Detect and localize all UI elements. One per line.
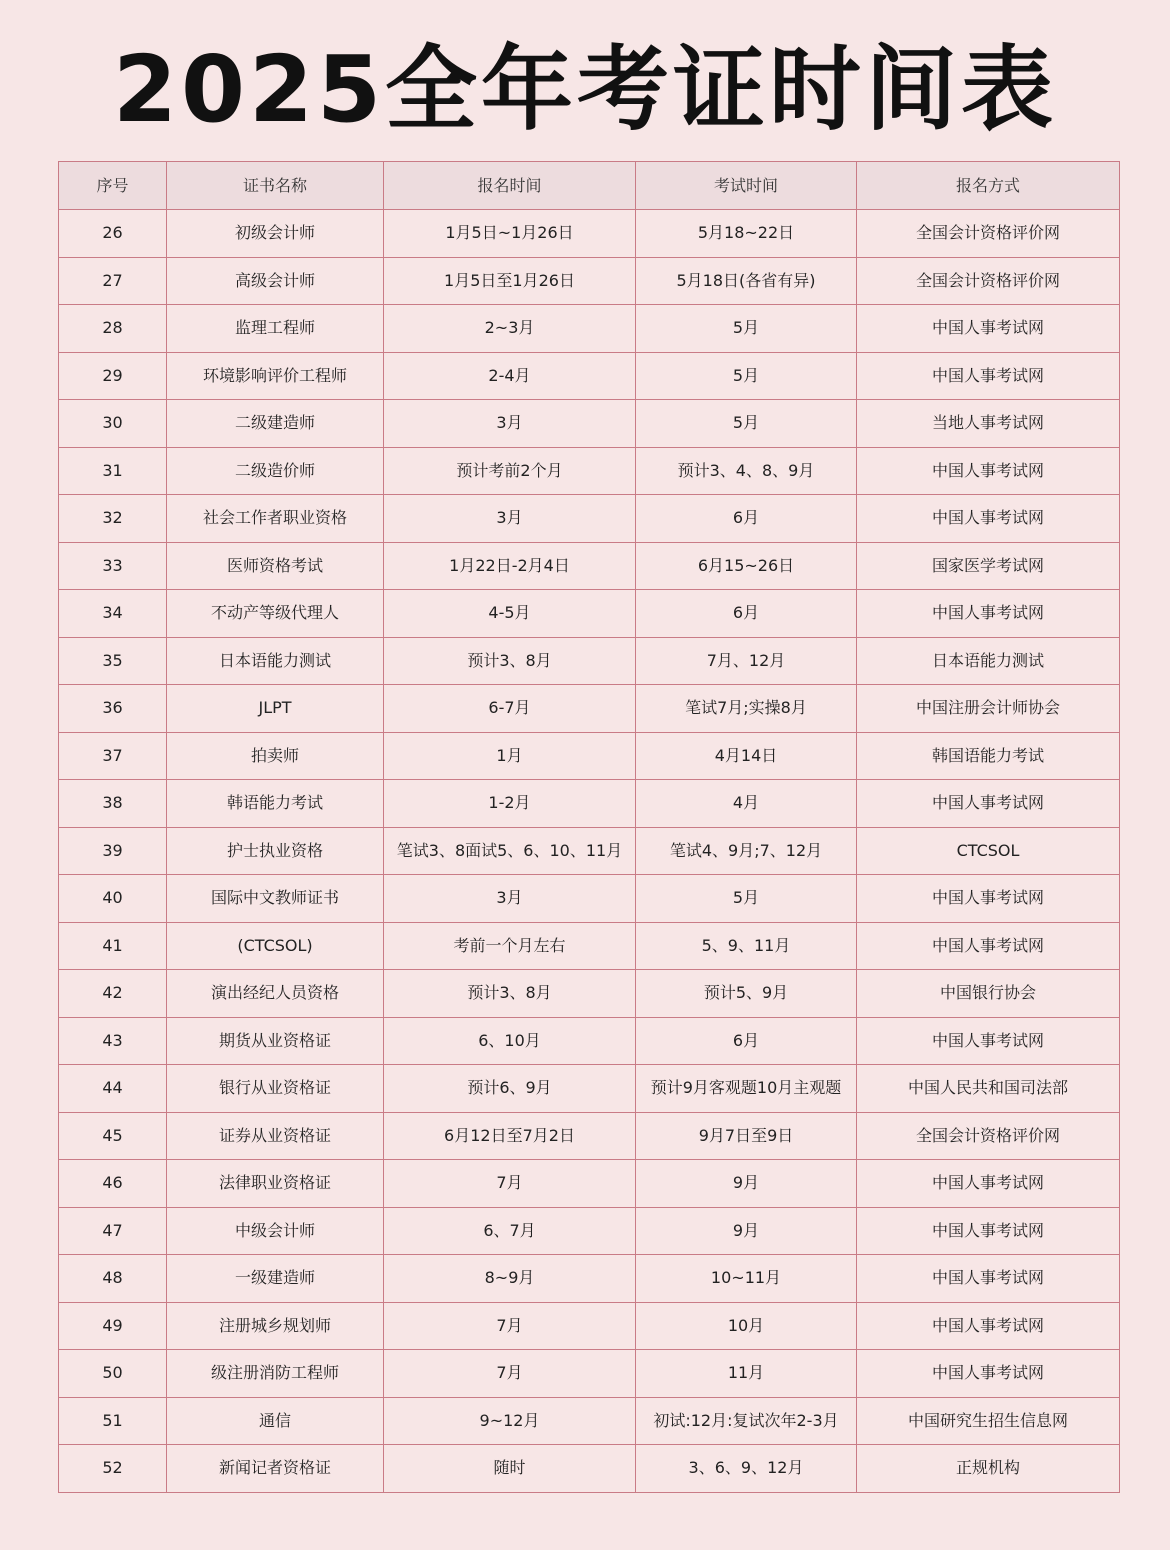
cell-cert-name: 级注册消防工程师: [167, 1350, 384, 1398]
cell-index: 38: [59, 780, 167, 828]
table-row: [59, 1207, 1120, 1255]
cell-registration-method: 中国人事考试网: [857, 1160, 1120, 1208]
cell-registration-method: 全国会计资格评价网: [857, 257, 1120, 305]
cell-registration-method: 中国人事考试网: [857, 875, 1120, 923]
cell-registration-method: 中国人事考试网: [857, 922, 1120, 970]
cell-index: 42: [59, 970, 167, 1018]
cell-registration-method: 中国人事考试网: [857, 305, 1120, 353]
cell-registration-method: 中国人事考试网: [857, 1207, 1120, 1255]
cell-index: 26: [59, 210, 167, 258]
table-header-row: [59, 162, 1120, 210]
cell-index: 27: [59, 257, 167, 305]
table-row: [59, 780, 1120, 828]
table-row: [59, 305, 1120, 353]
cell-registration-method: 中国注册会计师协会: [857, 685, 1120, 733]
cell-registration-method: 中国人民共和国司法部: [857, 1065, 1120, 1113]
cell-cert-name: 初级会计师: [167, 210, 384, 258]
cell-exam-time: 11月: [636, 1350, 857, 1398]
cell-exam-time: 笔试7月;实操8月: [636, 685, 857, 733]
cell-exam-time: 预计5、9月: [636, 970, 857, 1018]
cell-registration-time: 9~12月: [384, 1397, 636, 1445]
cell-cert-name: 二级建造师: [167, 400, 384, 448]
cell-exam-time: 6月: [636, 495, 857, 543]
cell-registration-time: 3月: [384, 400, 636, 448]
cell-cert-name: 日本语能力测试: [167, 637, 384, 685]
cell-exam-time: 6月15~26日: [636, 542, 857, 590]
header-registration-time: 报名时间: [384, 162, 636, 210]
cell-cert-name: 拍卖师: [167, 732, 384, 780]
cell-exam-time: 7月、12月: [636, 637, 857, 685]
cell-registration-time: 8~9月: [384, 1255, 636, 1303]
cell-cert-name: 通信: [167, 1397, 384, 1445]
cell-cert-name: 高级会计师: [167, 257, 384, 305]
cell-registration-time: 1月5日至1月26日: [384, 257, 636, 305]
cell-registration-time: 预计3、8月: [384, 637, 636, 685]
cell-index: 34: [59, 590, 167, 638]
page-title: 2025全年考证时间表: [112, 36, 1058, 143]
cell-cert-name: 不动产等级代理人: [167, 590, 384, 638]
cell-registration-time: 笔试3、8面试5、6、10、11月: [384, 827, 636, 875]
cell-registration-time: 2~3月: [384, 305, 636, 353]
cell-cert-name: 注册城乡规划师: [167, 1302, 384, 1350]
cell-registration-method: CTCSOL: [857, 827, 1120, 875]
cell-exam-time: 4月14日: [636, 732, 857, 780]
cell-exam-time: 5月: [636, 875, 857, 923]
table-row: [59, 1255, 1120, 1303]
table-row: [59, 542, 1120, 590]
cell-registration-time: 6、7月: [384, 1207, 636, 1255]
cell-index: 48: [59, 1255, 167, 1303]
cell-index: 28: [59, 305, 167, 353]
cell-registration-method: 中国人事考试网: [857, 352, 1120, 400]
header-registration-method: 报名方式: [857, 162, 1120, 210]
cell-index: 43: [59, 1017, 167, 1065]
header-cert-name: 证书名称: [167, 162, 384, 210]
cell-registration-method: 中国人事考试网: [857, 447, 1120, 495]
table-row: [59, 970, 1120, 1018]
table-row: [59, 1017, 1120, 1065]
cell-registration-time: 3月: [384, 495, 636, 543]
cell-exam-time: 6月: [636, 590, 857, 638]
cell-registration-time: 7月: [384, 1350, 636, 1398]
cell-registration-method: 中国人事考试网: [857, 1350, 1120, 1398]
table-row: [59, 1302, 1120, 1350]
cell-index: 30: [59, 400, 167, 448]
table-row: [59, 210, 1120, 258]
cell-index: 45: [59, 1112, 167, 1160]
cell-index: 36: [59, 685, 167, 733]
header-index: 序号: [59, 162, 167, 210]
table-row: [59, 732, 1120, 780]
cell-index: 52: [59, 1445, 167, 1493]
exam-schedule-table: [58, 161, 1120, 1493]
table-row: [59, 1112, 1120, 1160]
cell-exam-time: 预计3、4、8、9月: [636, 447, 857, 495]
cell-exam-time: 5月18~22日: [636, 210, 857, 258]
table-row: [59, 590, 1120, 638]
cell-registration-time: 1月5日~1月26日: [384, 210, 636, 258]
header-exam-time: 考试时间: [636, 162, 857, 210]
cell-index: 35: [59, 637, 167, 685]
cell-cert-name: (CTCSOL): [167, 922, 384, 970]
table-row: [59, 1397, 1120, 1445]
table-row: [59, 447, 1120, 495]
cell-exam-time: 4月: [636, 780, 857, 828]
cell-index: 51: [59, 1397, 167, 1445]
cell-registration-method: 日本语能力测试: [857, 637, 1120, 685]
cell-registration-method: 中国人事考试网: [857, 1017, 1120, 1065]
cell-registration-time: 1月22日-2月4日: [384, 542, 636, 590]
cell-cert-name: 护士执业资格: [167, 827, 384, 875]
cell-index: 49: [59, 1302, 167, 1350]
cell-registration-method: 中国研究生招生信息网: [857, 1397, 1120, 1445]
table-row: [59, 1350, 1120, 1398]
table-row: [59, 257, 1120, 305]
table-row: [59, 1445, 1120, 1493]
cell-registration-time: 4-5月: [384, 590, 636, 638]
cell-registration-time: 2-4月: [384, 352, 636, 400]
cell-index: 31: [59, 447, 167, 495]
table-row: [59, 400, 1120, 448]
cell-registration-time: 预计考前2个月: [384, 447, 636, 495]
cell-cert-name: 中级会计师: [167, 1207, 384, 1255]
table-row: [59, 827, 1120, 875]
cell-index: 44: [59, 1065, 167, 1113]
cell-index: 29: [59, 352, 167, 400]
cell-registration-method: 全国会计资格评价网: [857, 1112, 1120, 1160]
cell-cert-name: 监理工程师: [167, 305, 384, 353]
cell-registration-method: 中国人事考试网: [857, 590, 1120, 638]
cell-cert-name: 社会工作者职业资格: [167, 495, 384, 543]
cell-cert-name: 韩语能力考试: [167, 780, 384, 828]
table-row: [59, 637, 1120, 685]
cell-exam-time: 6月: [636, 1017, 857, 1065]
cell-index: 50: [59, 1350, 167, 1398]
table-row: [59, 352, 1120, 400]
table-row: [59, 1160, 1120, 1208]
cell-registration-method: 韩国语能力考试: [857, 732, 1120, 780]
cell-registration-time: 6月12日至7月2日: [384, 1112, 636, 1160]
cell-cert-name: JLPT: [167, 685, 384, 733]
table-row: [59, 495, 1120, 543]
cell-exam-time: 9月: [636, 1160, 857, 1208]
cell-cert-name: 一级建造师: [167, 1255, 384, 1303]
cell-exam-time: 笔试4、9月;7、12月: [636, 827, 857, 875]
cell-exam-time: 9月7日至9日: [636, 1112, 857, 1160]
cell-index: 46: [59, 1160, 167, 1208]
cell-exam-time: 5月: [636, 305, 857, 353]
cell-registration-method: 中国人事考试网: [857, 495, 1120, 543]
cell-cert-name: 法律职业资格证: [167, 1160, 384, 1208]
table-row: [59, 875, 1120, 923]
cell-cert-name: 银行从业资格证: [167, 1065, 384, 1113]
cell-exam-time: 5月: [636, 400, 857, 448]
cell-registration-method: 中国银行协会: [857, 970, 1120, 1018]
cell-exam-time: 5月: [636, 352, 857, 400]
cell-registration-time: 7月: [384, 1160, 636, 1208]
cell-registration-time: 6、10月: [384, 1017, 636, 1065]
cell-registration-method: 当地人事考试网: [857, 400, 1120, 448]
cell-cert-name: 期货从业资格证: [167, 1017, 384, 1065]
table-row: [59, 922, 1120, 970]
cell-exam-time: 初试:12月:复试次年2-3月: [636, 1397, 857, 1445]
cell-cert-name: 医师资格考试: [167, 542, 384, 590]
cell-registration-time: 1月: [384, 732, 636, 780]
cell-registration-method: 全国会计资格评价网: [857, 210, 1120, 258]
cell-cert-name: 环境影响评价工程师: [167, 352, 384, 400]
cell-registration-method: 国家医学考试网: [857, 542, 1120, 590]
cell-cert-name: 国际中文教师证书: [167, 875, 384, 923]
cell-registration-method: 中国人事考试网: [857, 780, 1120, 828]
cell-index: 33: [59, 542, 167, 590]
cell-registration-method: 正规机构: [857, 1445, 1120, 1493]
cell-index: 37: [59, 732, 167, 780]
cell-registration-time: 3月: [384, 875, 636, 923]
cell-exam-time: 3、6、9、12月: [636, 1445, 857, 1493]
table-row: [59, 685, 1120, 733]
cell-exam-time: 9月: [636, 1207, 857, 1255]
cell-registration-time: 预计6、9月: [384, 1065, 636, 1113]
cell-exam-time: 预计9月客观题10月主观题: [636, 1065, 857, 1113]
cell-index: 39: [59, 827, 167, 875]
cell-registration-method: 中国人事考试网: [857, 1255, 1120, 1303]
cell-registration-method: 中国人事考试网: [857, 1302, 1120, 1350]
cell-registration-time: 预计3、8月: [384, 970, 636, 1018]
cell-registration-time: 随时: [384, 1445, 636, 1493]
cell-exam-time: 10~11月: [636, 1255, 857, 1303]
cell-index: 40: [59, 875, 167, 923]
table-row: [59, 1065, 1120, 1113]
cell-exam-time: 10月: [636, 1302, 857, 1350]
cell-index: 47: [59, 1207, 167, 1255]
cell-index: 41: [59, 922, 167, 970]
cell-registration-time: 7月: [384, 1302, 636, 1350]
cell-cert-name: 新闻记者资格证: [167, 1445, 384, 1493]
cell-exam-time: 5、9、11月: [636, 922, 857, 970]
cell-cert-name: 证券从业资格证: [167, 1112, 384, 1160]
table-body: [59, 210, 1120, 1493]
cell-index: 32: [59, 495, 167, 543]
cell-registration-time: 考前一个月左右: [384, 922, 636, 970]
cell-registration-time: 1-2月: [384, 780, 636, 828]
cell-cert-name: 二级造价师: [167, 447, 384, 495]
cell-cert-name: 演出经纪人员资格: [167, 970, 384, 1018]
cell-exam-time: 5月18日(各省有异): [636, 257, 857, 305]
cell-registration-time: 6-7月: [384, 685, 636, 733]
